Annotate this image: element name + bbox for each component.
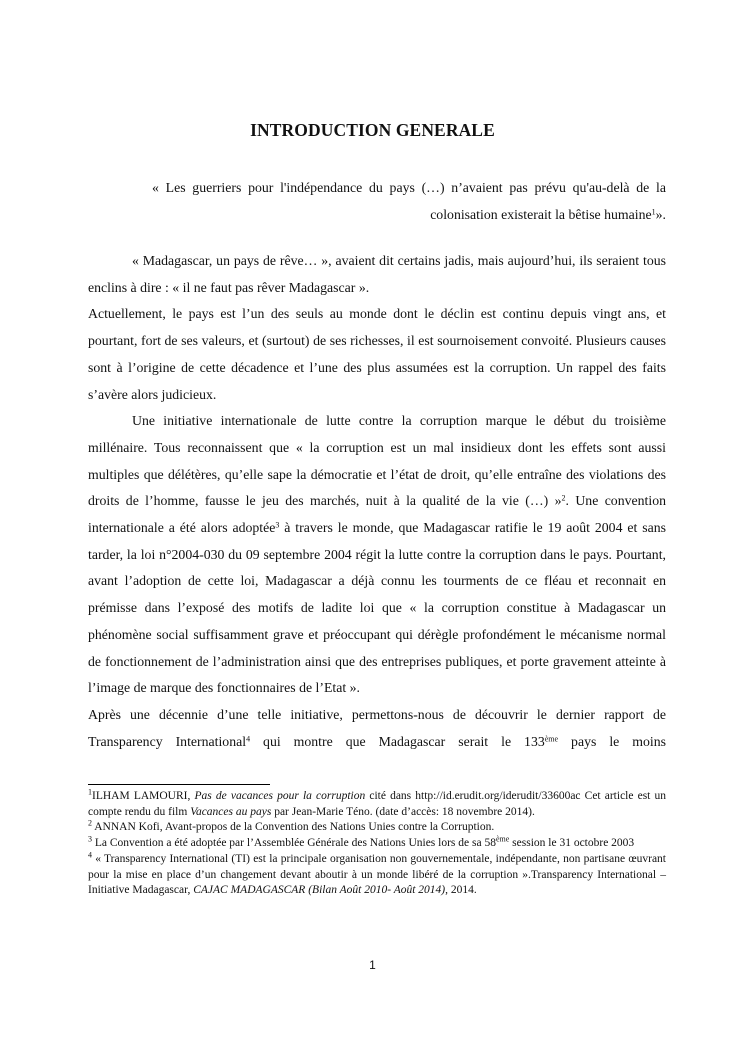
footnote-4-text-a: « Transparency International (TI) est la principale organisation non gouvernementale, indépendante, non partisane œuvrant pour la mise en place d’un changement devant aboutir à un monde libéré de la corruption ».Transparency International – Initiative Madagascar, — [88, 852, 666, 897]
footnote-3-text-b: session le 31 octobre 2003 — [509, 837, 635, 850]
footnote-1-film: Vacances au pays — [190, 805, 272, 818]
footnote-1 — [88, 789, 666, 820]
footnote-1-title: Pas de vacances pour la corruption — [194, 790, 366, 802]
footnote-2-number: 2 — [88, 819, 92, 829]
ordinal-suffix: ème — [544, 734, 559, 744]
footnote-ref-1: 1 — [651, 207, 656, 217]
footnote-3-text-a: La Convention a été adoptée par l’Assemblée Générale des Nations Unies lors de sa 58 — [92, 837, 496, 850]
footnote-1-text-a: ILHAM LAMOURI, — [92, 790, 195, 802]
footnote-3 — [88, 836, 666, 852]
footnote-1-text-b: cité dans http://id.erudit.org/iderudit/33600ac Cet article est un compte rendu du film — [88, 790, 666, 818]
paragraph-4-part-a: Après une décennie d’une telle initiative, permettons-nous de découvrir le dernier rapport de Transparency International — [88, 706, 666, 749]
paragraph-3-part-a: Une initiative internationale de lutte contre la corruption marque le début du troisième millénaire. Tous reconnaissent que « la corruption est un mal insidieux dont les effets sont aussi multiples que délétères, qu’elle sape la démocratie et l’état de droit, qu’elle entraîne des violations des droits de l’homme, fausse le jeu des marchés, nuit à la qualité de la vie (…) » — [88, 413, 666, 509]
epigraph-line-1 — [88, 174, 666, 201]
paragraph-2: Actuellement, le pays est l’un des seuls au monde dont le déclin est continu depuis vingt ans, et pourtant, fort de ses valeurs, et (surtout) de ses richesses, il est sournoisement convoité. Plusieurs causes sont à l’origine de cette décadence et l’une des plus assumées est la corruption. Un rappel des faits s’avère alors judicieux. — [88, 306, 666, 402]
footnote-1-text-c: par Jean-Marie Téno. (date d’accès: 18 novembre 2014). — [271, 805, 535, 818]
epigraph — [88, 174, 666, 228]
body-text — [88, 248, 666, 755]
footnote-ref-4: 4 — [246, 734, 251, 744]
paragraph-3-part-c: à travers le monde, que Madagascar ratifie le 19 août 2004 et sans tarder, la loi n°2004-030 du 09 septembre 2004 régit la lutte contre la corruption dans le pays. Pourtant, avant l’adoption de cette loi, Madagascar a déjà connu les tourments de ce fléau et reconnait en prémisse dans l’exposé des motifs de ladite loi que « la corruption constitue à Madagascar un phénomène social suffisamment grave et préoccupant qui dérègle profondément le mécanisme normal de fonctionnement de l’administration ainsi que des entreprises publiques, et porte gravement atteinte à l’image de marque des fonctionnaires de l’Etat ». — [88, 520, 666, 696]
paragraph-1: « Madagascar, un pays de rêve… », avaient dit certains jadis, mais aujourd’hui, ils seraient tous enclins à dire : « il ne faut pas rêver Madagascar ». — [88, 253, 666, 295]
footnote-4-report-title: CAJAC MADAGASCAR (Bilan Août 2010- Août 2014) — [193, 884, 446, 897]
footnote-ref-2: 2 — [561, 493, 566, 503]
paragraph-4 — [88, 702, 666, 755]
footnote-4-number: 4 — [88, 850, 92, 860]
page-number: 1 — [369, 958, 376, 972]
footnote-4-text-b: , 2014. — [445, 884, 477, 897]
footnote-2 — [88, 820, 666, 836]
epigraph-text-2-end: ». — [655, 207, 666, 222]
epigraph-line-2 — [88, 201, 666, 228]
footnote-4 — [88, 852, 666, 899]
footnote-2-text: ANNAN Kofi, Avant-propos de la Convention des Nations Unies contre la Corruption. — [92, 821, 495, 834]
epigraph-text-2: colonisation existerait la bêtise humaine — [430, 207, 652, 222]
footnote-1-number: 1 — [88, 787, 92, 797]
footnotes — [88, 789, 666, 899]
paragraph-4-part-c: pays le moins — [558, 733, 667, 749]
paragraph-3 — [88, 408, 666, 702]
footnote-separator — [88, 784, 270, 785]
footnote-ref-3: 3 — [275, 520, 280, 530]
page-title: INTRODUCTION GENERALE — [250, 120, 495, 140]
paragraph-4-part-b: qui montre que Madagascar serait le 133 — [250, 733, 545, 749]
footnote-3-ordinal: ème — [495, 834, 510, 844]
epigraph-text-1: « Les guerriers pour l'indépendance du pays (…) n’avaient pas prévu qu'au-delà de la — [152, 180, 666, 195]
footnote-3-number: 3 — [88, 834, 92, 844]
paragraph-3-part-b: . Une convention internationale a été alors adoptée — [88, 493, 666, 536]
